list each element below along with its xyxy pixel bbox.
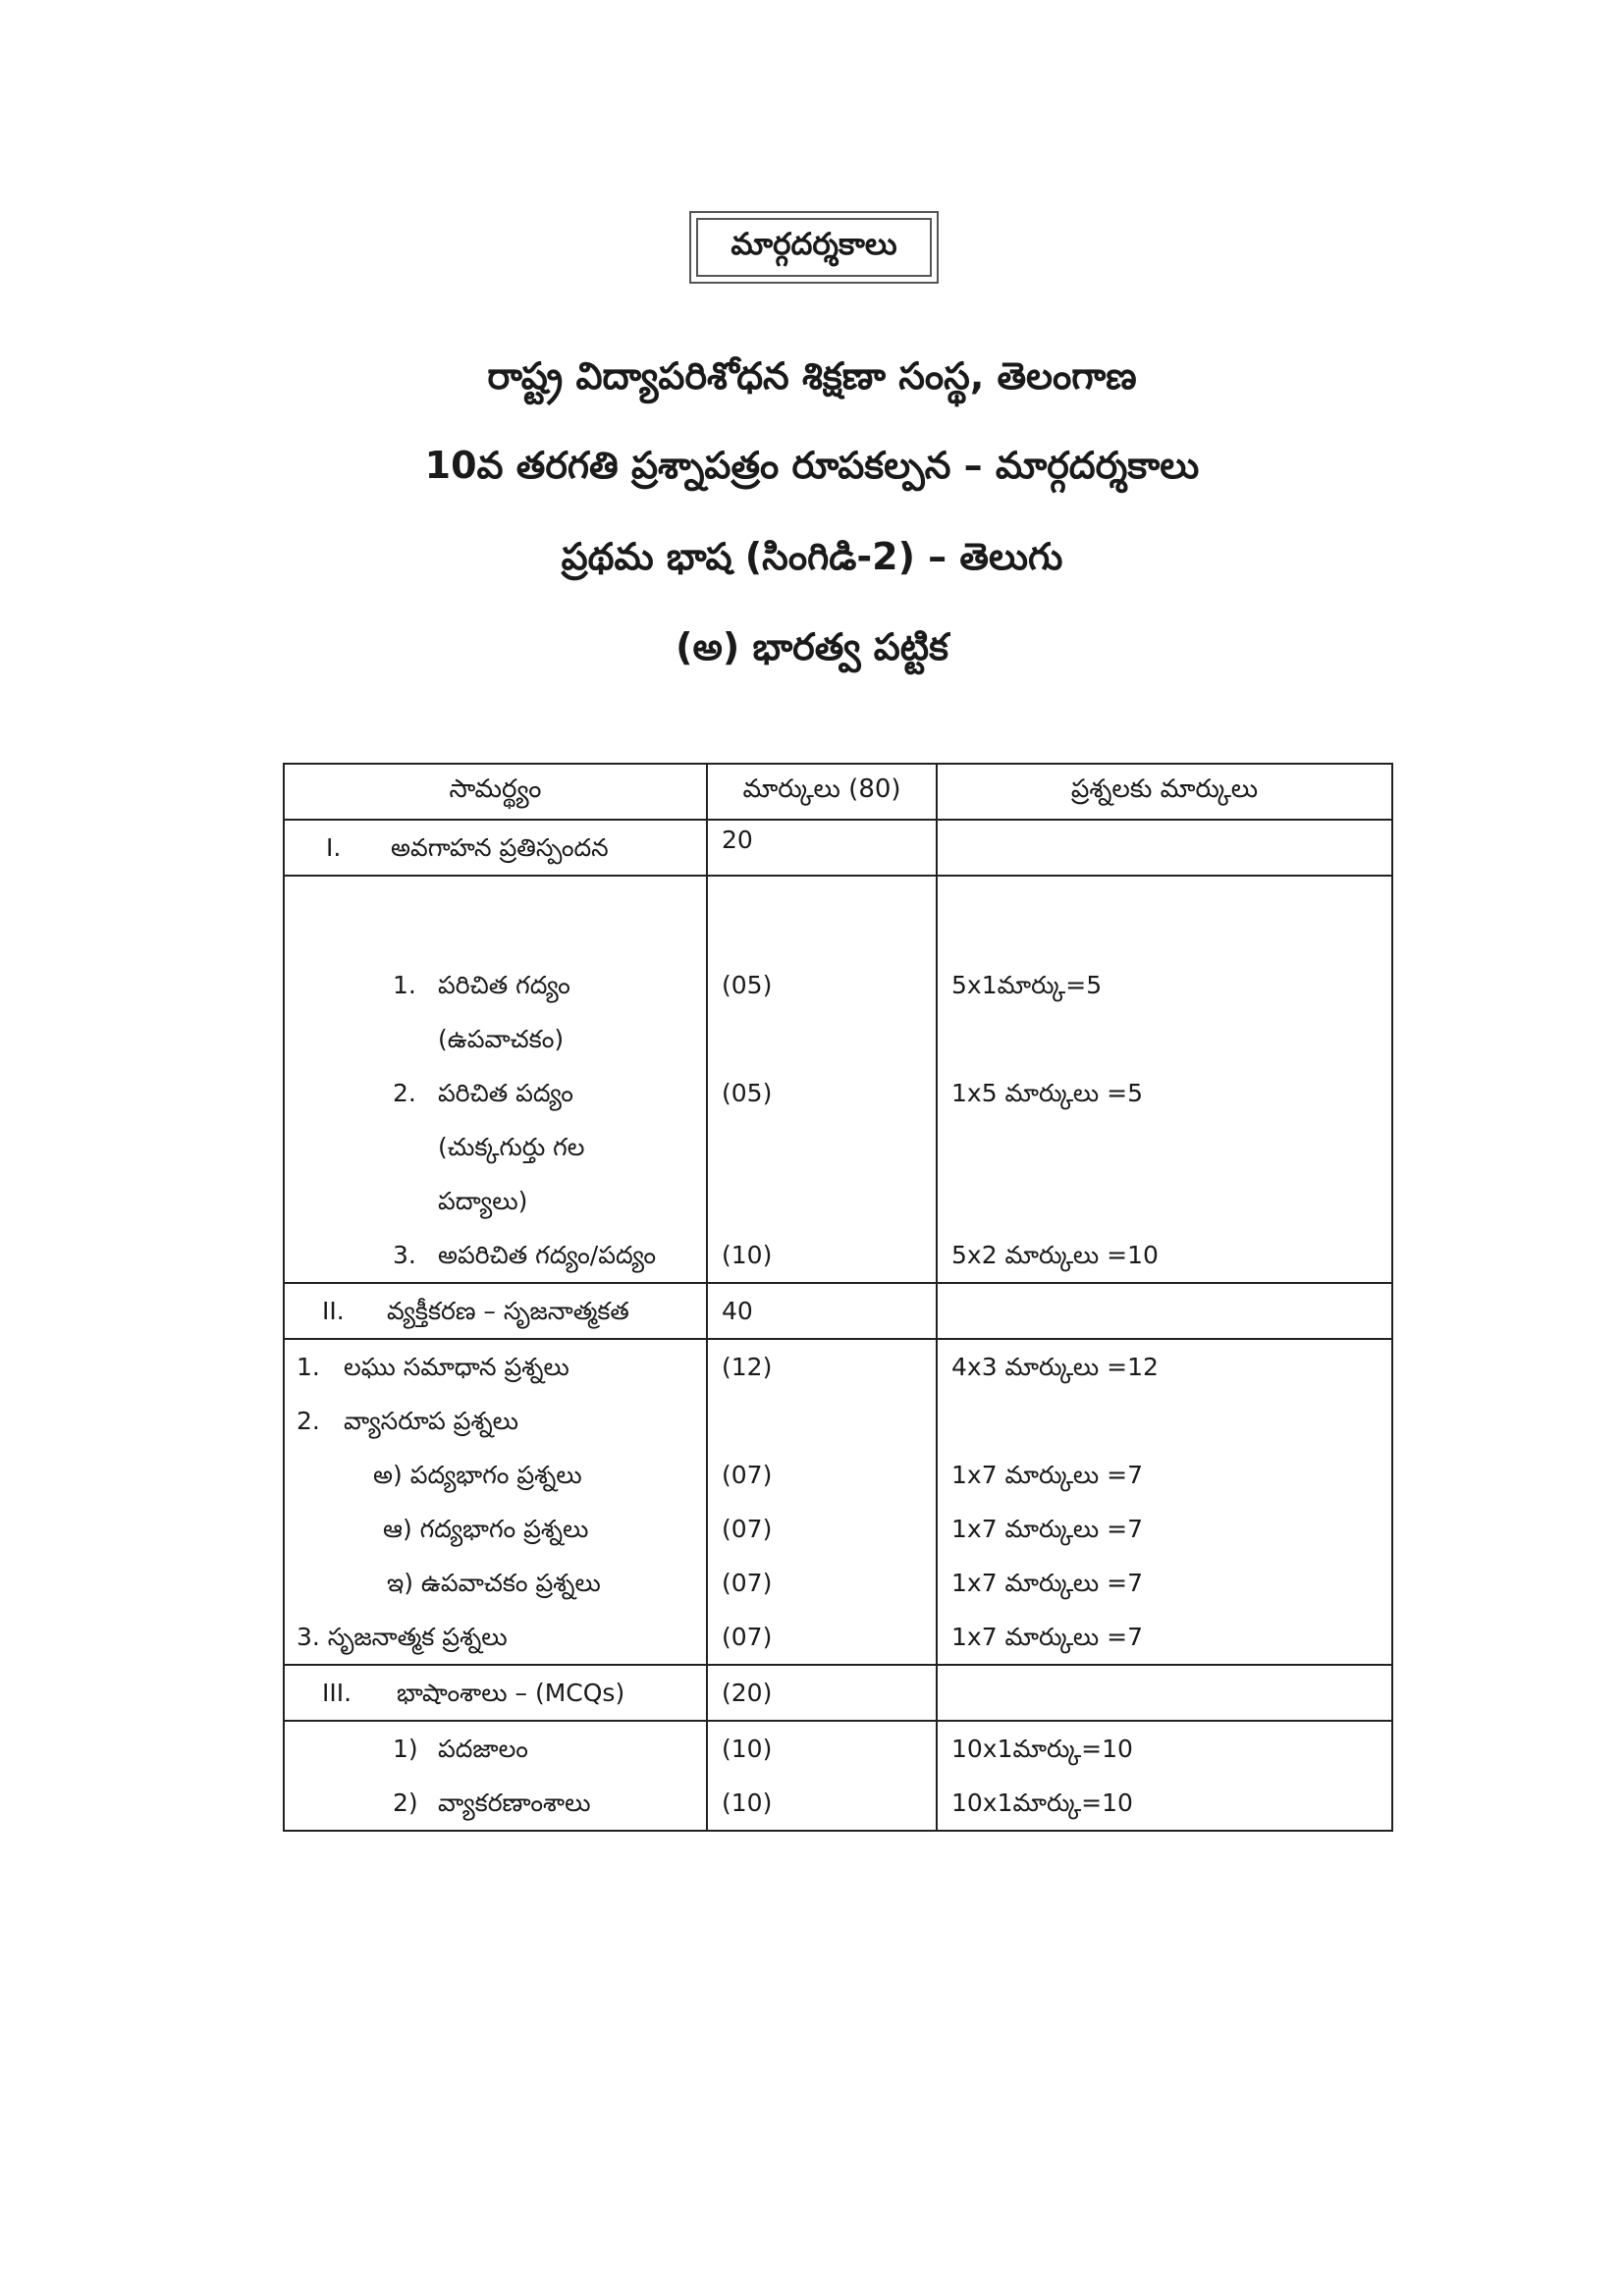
weightage-table <box>283 763 1393 1832</box>
list-item: 2. వ్యాసరూప ప్రశ్నలు <box>297 1407 518 1435</box>
list-item: అ) పద్యభాగం ప్రశ్నలు <box>373 1461 582 1489</box>
list-item: 3. సృజనాత్మక ప్రశ్నలు <box>297 1623 508 1651</box>
header-question-marks: ప్రశ్నలకు మార్కులు <box>937 764 1392 820</box>
table-row: 1. లఘు సమాధాన ప్రశ్నలు 2. వ్యాసరూప ప్రశ్నలు అ) పద్యభాగం ప్రశ్నలు ఆ) గద్యభాగం ప్రశ్నలు ఇ) ఉపవాచకం ప్రశ్నలు 3. సృజనాత్మక ప్రశ్నలు (12) (07) (07) (07) (07) 4x3 మార్కులు =12 1x7 మార్కులు =7 1x7 మార్కులు =7 1x7 మార్కులు =7 1x7 మార్కులు =7 <box>284 1339 1392 1665</box>
subject-heading: 10వ తరగతి ప్రశ్నాపత్రం రూపకల్పన – మార్గదర్శకాలు <box>424 444 1200 487</box>
list-item: ఇ) ఉపవాచకం ప్రశ్నలు <box>387 1569 601 1597</box>
header-competency: సామర్థ్యం <box>284 764 707 820</box>
table-row: II. వ్యక్తీకరణ – సృజనాత్మకత 40 <box>284 1283 1392 1339</box>
list-item: ఆ) గద్యభాగం ప్రశ్నలు <box>383 1515 589 1543</box>
table-row: III. భాషాంశాలు – (MCQs) (20) <box>284 1665 1392 1721</box>
table-row: 1. పరిచిత గద్యం (ఉపవాచకం) 2. పరిచిత పద్యం (చుక్కగుర్తు గల పద్యాలు) 3. అపరిచిత గద్యం/పద్యం (05) (05) (10) 5x1మార్కు=5 1x5 మార్కులు =5 5x2 మార్కులు =10 <box>284 876 1392 1283</box>
institute-heading: రాష్ట్ర విద్యాపరిశోధన శిక్షణా సంస్థ, తెలంగాణ <box>487 354 1137 398</box>
section-label: అవగాహన ప్రతిస్పందన <box>390 833 609 862</box>
document-title-box <box>689 211 939 284</box>
list-item: 1. లఘు సమాధాన ప్రశ్నలు <box>297 1353 569 1381</box>
list-item: 1. పరిచిత గద్యం <box>393 971 570 999</box>
section-marks: 20 <box>722 826 753 854</box>
document-title: మార్గదర్శకాలు <box>696 218 932 277</box>
table-row: 1) పదజాలం 2) వ్యాకరణాంశాలు (10) (10) 10x1మార్కు=10 10x1మార్కు=10 <box>284 1721 1392 1831</box>
table-header-row <box>284 764 1392 820</box>
list-item: 3. అపరిచిత గద్యం/పద్యం <box>393 1241 657 1269</box>
list-item: 2. పరిచిత పద్యం <box>393 1079 573 1107</box>
header-marks: మార్కులు (80) <box>707 764 937 820</box>
list-item: 2) వ్యాకరణాంశాలు <box>393 1789 591 1817</box>
section-number: I. <box>326 833 342 862</box>
paper-heading: ప్రథమ భాష (సింగిడి-2) – తెలుగు <box>561 535 1063 578</box>
table-row <box>284 820 1392 876</box>
list-item: 1) పదజాలం <box>393 1735 528 1763</box>
section-heading: (అ) భారత్వ పట్టిక <box>676 625 948 668</box>
